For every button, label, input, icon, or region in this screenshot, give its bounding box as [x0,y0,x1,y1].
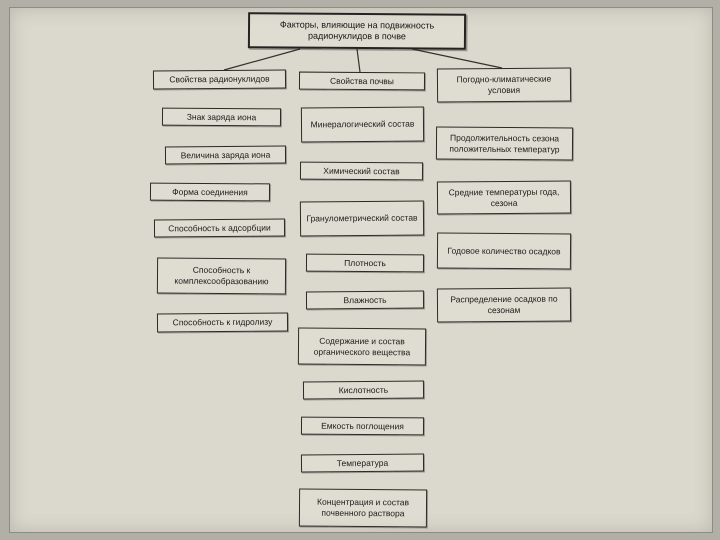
node-compound-form: Форма соединения [150,183,270,202]
node-density: Плотность [306,254,424,273]
node-adsorption-ability: Способность к адсорбции [154,218,285,237]
node-acidity: Кислотность [303,381,424,400]
node-average-temperatures: Средние температуры года, сезона [437,180,571,214]
diagram-title: Факторы, влияющие на подвижность радионуклидов в почве [248,12,466,50]
node-mineralogical-composition: Минералогический состав [301,107,424,143]
node-annual-precipitation: Годовое количество осадков [437,233,571,270]
node-ion-charge-sign: Знак заряда иона [162,108,281,127]
node-moisture: Влажность [306,291,424,310]
node-soil-solution: Концентрация и состав почвенного раствора [299,489,427,528]
node-absorption-capacity: Емкость поглощения [301,417,424,436]
node-organic-matter: Содержание и состав органического вещества [298,328,426,366]
node-ion-charge-magnitude: Величина заряда иона [165,146,286,165]
node-positive-temp-season: Продолжительность сезона положительных температур [436,127,573,161]
node-granulometric-composition: Гранулометрический состав [300,201,424,237]
node-temperature: Температура [301,454,424,473]
node-hydrolysis-ability: Способность к гидролизу [157,312,288,332]
node-weather-climate: Погодно-климатические условия [437,67,571,102]
node-precipitation-distribution: Распределение осадков по сезонам [437,287,571,322]
node-radionuclide-properties: Свойства радионуклидов [153,69,286,89]
node-complexation-ability: Способность к комплексообразованию [157,258,286,295]
node-soil-properties: Свойства почвы [299,72,425,91]
node-chemical-composition: Химический состав [300,162,423,181]
